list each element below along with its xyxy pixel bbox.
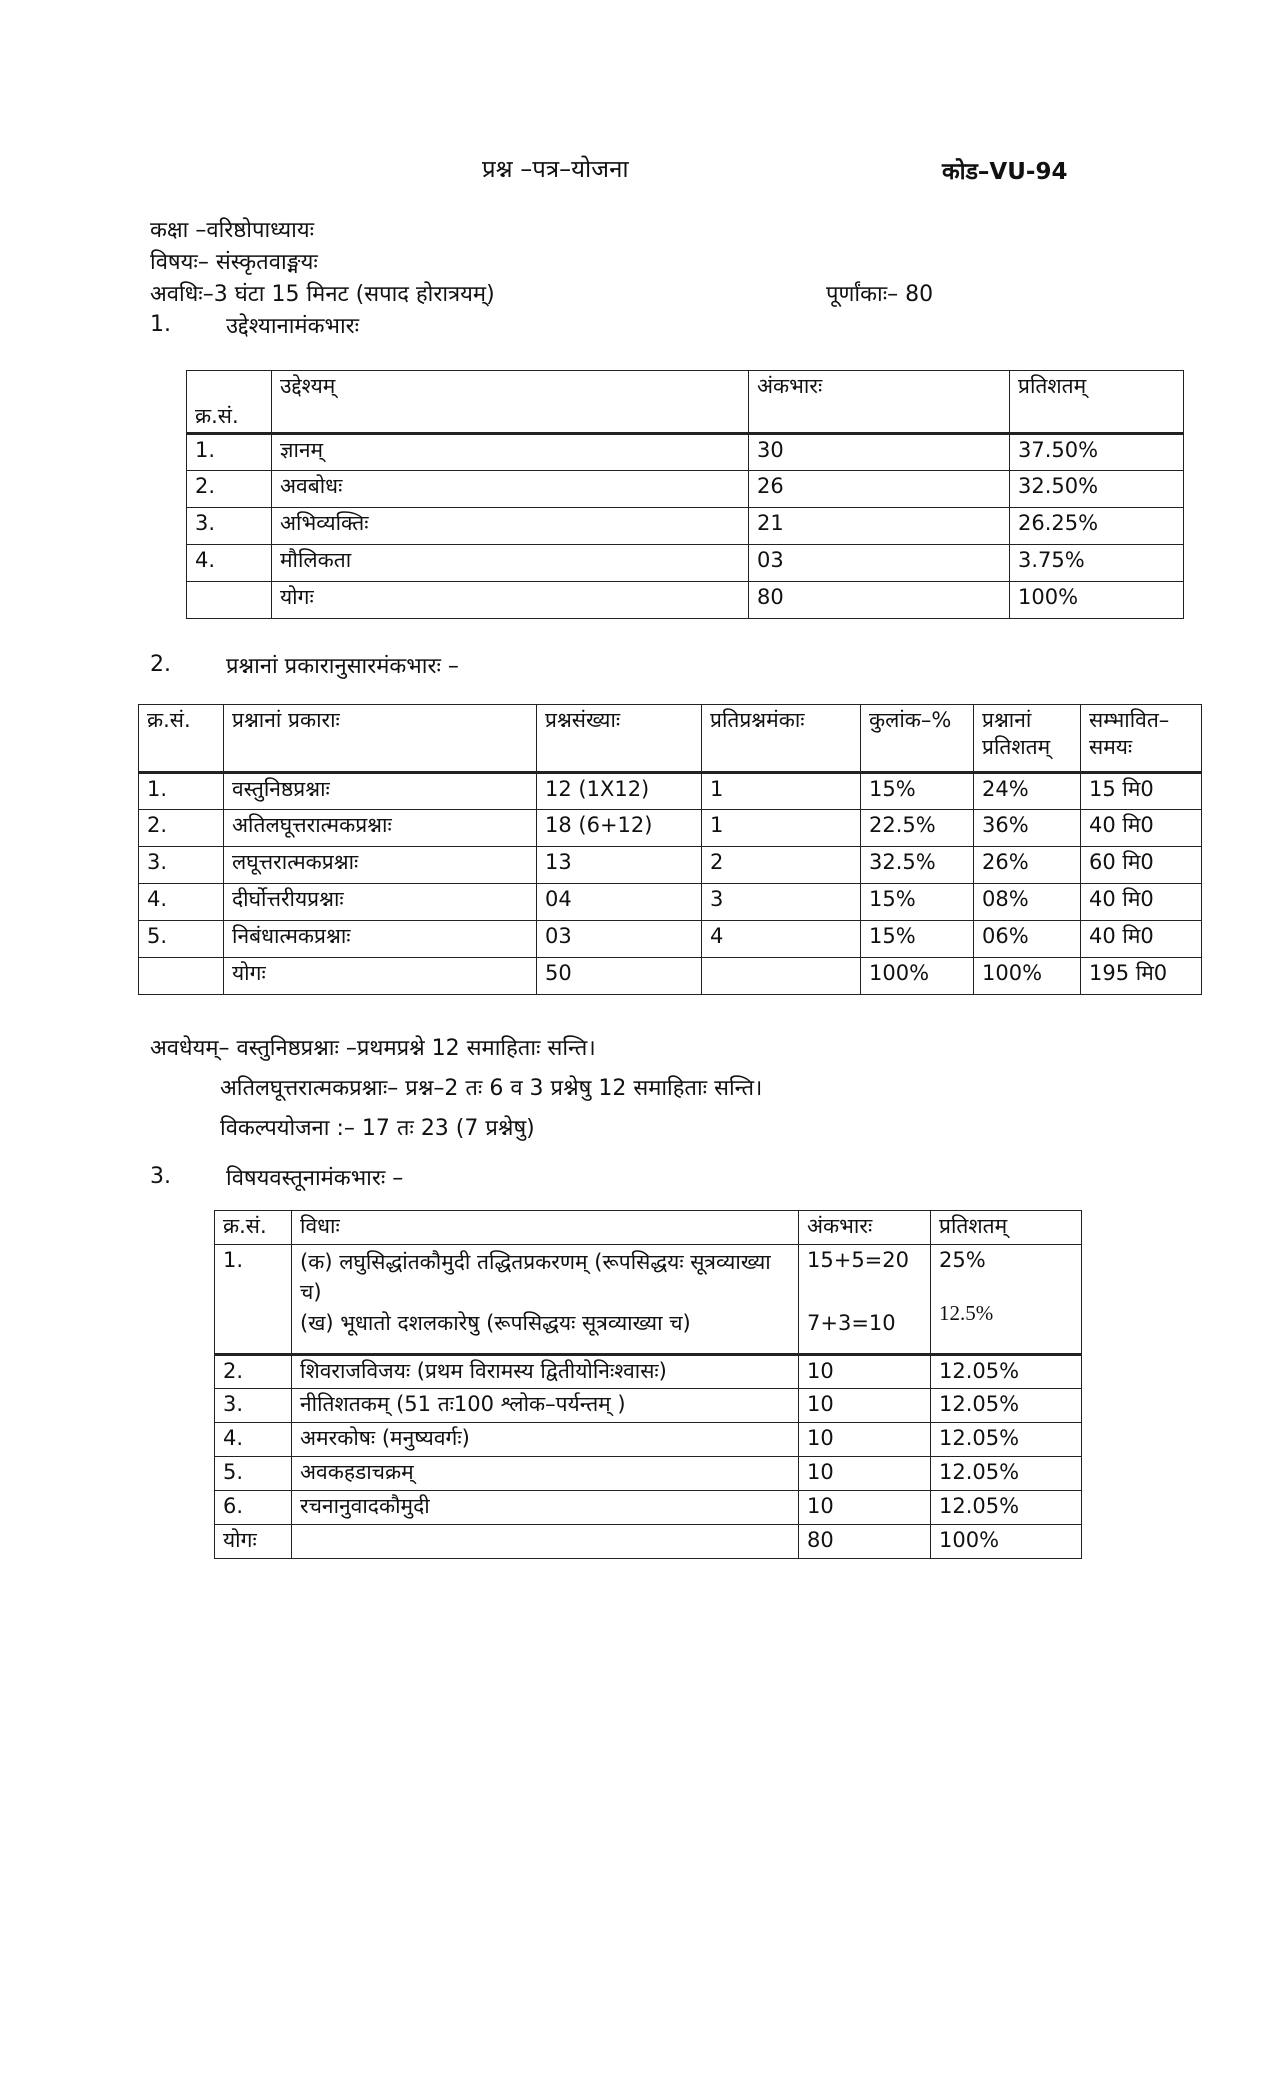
cell: 1. — [215, 1245, 292, 1355]
cell: 12.05% — [931, 1389, 1082, 1423]
col-header: क्र.सं. — [139, 705, 224, 773]
cell: 100% — [931, 1525, 1082, 1559]
cell: 18 (6+12) — [537, 810, 702, 847]
table-row — [215, 1457, 1082, 1491]
cell: 3.75% — [1010, 545, 1184, 582]
item-a-text: (क) लघुसिद्धांतकौमुदी तद्धितप्रकरणम् (रूपसिद्धयः सूत्रव्याख्या च) — [300, 1250, 771, 1305]
cell: 40 मि0 — [1081, 921, 1202, 958]
cell: 36% — [974, 810, 1081, 847]
cell: 32.50% — [1010, 471, 1184, 508]
cell: 03 — [537, 921, 702, 958]
col-header: प्रश्नानां प्रतिशतम् — [974, 705, 1081, 773]
item-b-marks: 7+3=10 — [807, 1311, 896, 1336]
cell: 195 मि0 — [1081, 958, 1202, 995]
table-row — [187, 508, 1184, 545]
cell — [292, 1525, 799, 1559]
table-row — [215, 1389, 1082, 1423]
item-a-percent: 25% — [939, 1248, 986, 1272]
cell: रचनानुवादकौमुदी — [292, 1491, 799, 1525]
section3-number: 3. — [150, 1164, 171, 1189]
table-total-row — [215, 1525, 1082, 1559]
cell — [799, 1245, 931, 1355]
col-header: कुलांक–% — [861, 705, 974, 773]
cell: 2 — [702, 847, 861, 884]
col-header: अंकभारः — [799, 1211, 931, 1245]
section2-heading: प्रश्नानां प्रकारानुसारमंकभारः – — [226, 654, 459, 679]
cell: अमरकोषः (मनुष्यवर्गः) — [292, 1423, 799, 1457]
section1-heading: उद्देश्यानामंकभारः — [226, 314, 360, 339]
col-header: क्र.सं. — [215, 1211, 292, 1245]
cell: 24% — [974, 773, 1081, 810]
cell: 12.05% — [931, 1491, 1082, 1525]
cell: 1. — [139, 773, 224, 810]
table-row — [215, 1355, 1082, 1389]
cell — [702, 958, 861, 995]
cell: 12.05% — [931, 1423, 1082, 1457]
col-header: प्रतिशतम् — [931, 1211, 1082, 1245]
table-row — [139, 884, 1202, 921]
table-row — [187, 545, 1184, 582]
cell: 100% — [974, 958, 1081, 995]
cell: 37.50% — [1010, 434, 1184, 471]
cell: अभिव्यक्तिः — [272, 508, 749, 545]
cell: 100% — [861, 958, 974, 995]
cell: 80 — [799, 1525, 931, 1559]
cell: 2. — [139, 810, 224, 847]
cell: मौलिकता — [272, 545, 749, 582]
cell: 03 — [749, 545, 1010, 582]
col-header: उद्देश्यम् — [272, 371, 749, 434]
cell: 26% — [974, 847, 1081, 884]
col-header: सम्भावित–समयः — [1081, 705, 1202, 773]
cell: 40 मि0 — [1081, 810, 1202, 847]
content-weightage-table — [214, 1210, 1082, 1559]
cell: 15 मि0 — [1081, 773, 1202, 810]
cell: 22.5% — [861, 810, 974, 847]
cell: योगः — [272, 582, 749, 619]
cell — [931, 1245, 1082, 1355]
cell: 08% — [974, 884, 1081, 921]
cell: 3 — [702, 884, 861, 921]
note-line-3: विकल्पयोजना :– 17 तः 23 (7 प्रश्नेषु) — [220, 1116, 535, 1141]
cell: 50 — [537, 958, 702, 995]
table-header-row — [187, 371, 1184, 434]
cell: योगः — [215, 1525, 292, 1559]
table-row — [139, 921, 1202, 958]
cell: 15% — [861, 921, 974, 958]
cell: अवबोधः — [272, 471, 749, 508]
cell: 30 — [749, 434, 1010, 471]
cell: 13 — [537, 847, 702, 884]
cell: 21 — [749, 508, 1010, 545]
cell: ज्ञानम् — [272, 434, 749, 471]
cell: 6. — [215, 1491, 292, 1525]
table-header-row — [139, 705, 1202, 773]
col-header: प्रतिशतम् — [1010, 371, 1184, 434]
cell: योगः — [224, 958, 537, 995]
cell: 10 — [799, 1491, 931, 1525]
cell: अवकहडाचक्रम् — [292, 1457, 799, 1491]
table-row — [139, 847, 1202, 884]
item-b-text: (ख) भूधातो दशलकारेषु (रूपसिद्धयः सूत्रव्याख्या च) — [300, 1310, 691, 1335]
cell: लघूत्तरात्मकप्रश्नाः — [224, 847, 537, 884]
subject-line: विषयः– संस्कृतवाङ्मयः — [150, 250, 318, 275]
cell: 3. — [215, 1389, 292, 1423]
cell: 26.25% — [1010, 508, 1184, 545]
table-total-row — [187, 582, 1184, 619]
cell: 04 — [537, 884, 702, 921]
objectives-table — [186, 370, 1184, 619]
cell: 4. — [187, 545, 272, 582]
question-types-table — [138, 704, 1202, 995]
cell — [139, 958, 224, 995]
cell: 10 — [799, 1457, 931, 1491]
cell: 80 — [749, 582, 1010, 619]
cell: 10 — [799, 1355, 931, 1389]
table-row — [215, 1245, 1082, 1355]
cell: 60 मि0 — [1081, 847, 1202, 884]
cell — [187, 582, 272, 619]
col-header: प्रश्नानां प्रकाराः — [224, 705, 537, 773]
duration-line: अवधिः–3 घंटा 15 मिनट (सपाद होरात्रयम्) — [150, 282, 495, 307]
cell: 4 — [702, 921, 861, 958]
item-b-percent: 12.5% — [939, 1301, 994, 1326]
col-header: प्रतिप्रश्नमंकाः — [702, 705, 861, 773]
cell: 10 — [799, 1423, 931, 1457]
cell: 3. — [187, 508, 272, 545]
table-row — [187, 471, 1184, 508]
section1-number: 1. — [150, 312, 171, 337]
cell: 12 (1X12) — [537, 773, 702, 810]
table-row — [215, 1423, 1082, 1457]
col-header: अंकभारः — [749, 371, 1010, 434]
cell: 26 — [749, 471, 1010, 508]
cell: शिवराजविजयः (प्रथम विरामस्य द्वितीयोनिःश्वासः) — [292, 1355, 799, 1389]
cell: 1. — [187, 434, 272, 471]
class-line: कक्षा –वरिष्ठोपाध्यायः — [150, 218, 315, 243]
cell: 32.5% — [861, 847, 974, 884]
table-total-row — [139, 958, 1202, 995]
cell: 1 — [702, 810, 861, 847]
cell — [292, 1245, 799, 1355]
cell: वस्तुनिष्ठप्रश्नाः — [224, 773, 537, 810]
note-line-2: अतिलघूत्तरात्मकप्रश्नाः– प्रश्न–2 तः 6 व 3 प्रश्नेषु 12 समाहिताः सन्ति। — [220, 1076, 763, 1101]
cell: 15% — [861, 884, 974, 921]
section3-heading: विषयवस्तूनामंकभारः – — [226, 1166, 404, 1191]
cell: 2. — [187, 471, 272, 508]
cell: 12.05% — [931, 1457, 1082, 1491]
section2-number: 2. — [150, 652, 171, 677]
cell: 4. — [215, 1423, 292, 1457]
col-header: क्र.सं. — [187, 371, 272, 434]
cell: 15% — [861, 773, 974, 810]
cell: 5. — [139, 921, 224, 958]
note-line-1: अवधेयम्– वस्तुनिष्ठप्रश्नाः –प्रथमप्रश्ने 12 समाहिताः सन्ति। — [150, 1036, 596, 1061]
cell: 2. — [215, 1355, 292, 1389]
cell: 12.05% — [931, 1355, 1082, 1389]
col-header: प्रश्नसंख्याः — [537, 705, 702, 773]
cell: निबंधात्मकप्रश्नाः — [224, 921, 537, 958]
cell: 4. — [139, 884, 224, 921]
cell: 1 — [702, 773, 861, 810]
cell: अतिलघूत्तरात्मकप्रश्नाः — [224, 810, 537, 847]
table-header-row — [215, 1211, 1082, 1245]
cell: नीतिशतकम् (51 तः100 श्लोक–पर्यन्तम् ) — [292, 1389, 799, 1423]
cell: 06% — [974, 921, 1081, 958]
table-row — [139, 810, 1202, 847]
page-title: प्रश्न –पत्र–योजना — [482, 155, 629, 183]
paper-code: कोड–VU-94 — [942, 159, 1068, 185]
cell: 40 मि0 — [1081, 884, 1202, 921]
full-marks: पूर्णांकाः– 80 — [826, 282, 934, 307]
cell: 5. — [215, 1457, 292, 1491]
table-row — [187, 434, 1184, 471]
table-row — [139, 773, 1202, 810]
cell: 10 — [799, 1389, 931, 1423]
cell: 3. — [139, 847, 224, 884]
cell: दीर्घोत्तरीयप्रश्नाः — [224, 884, 537, 921]
table-row — [215, 1491, 1082, 1525]
cell: 100% — [1010, 582, 1184, 619]
col-header: विधाः — [292, 1211, 799, 1245]
item-a-marks: 15+5=20 — [807, 1248, 909, 1272]
